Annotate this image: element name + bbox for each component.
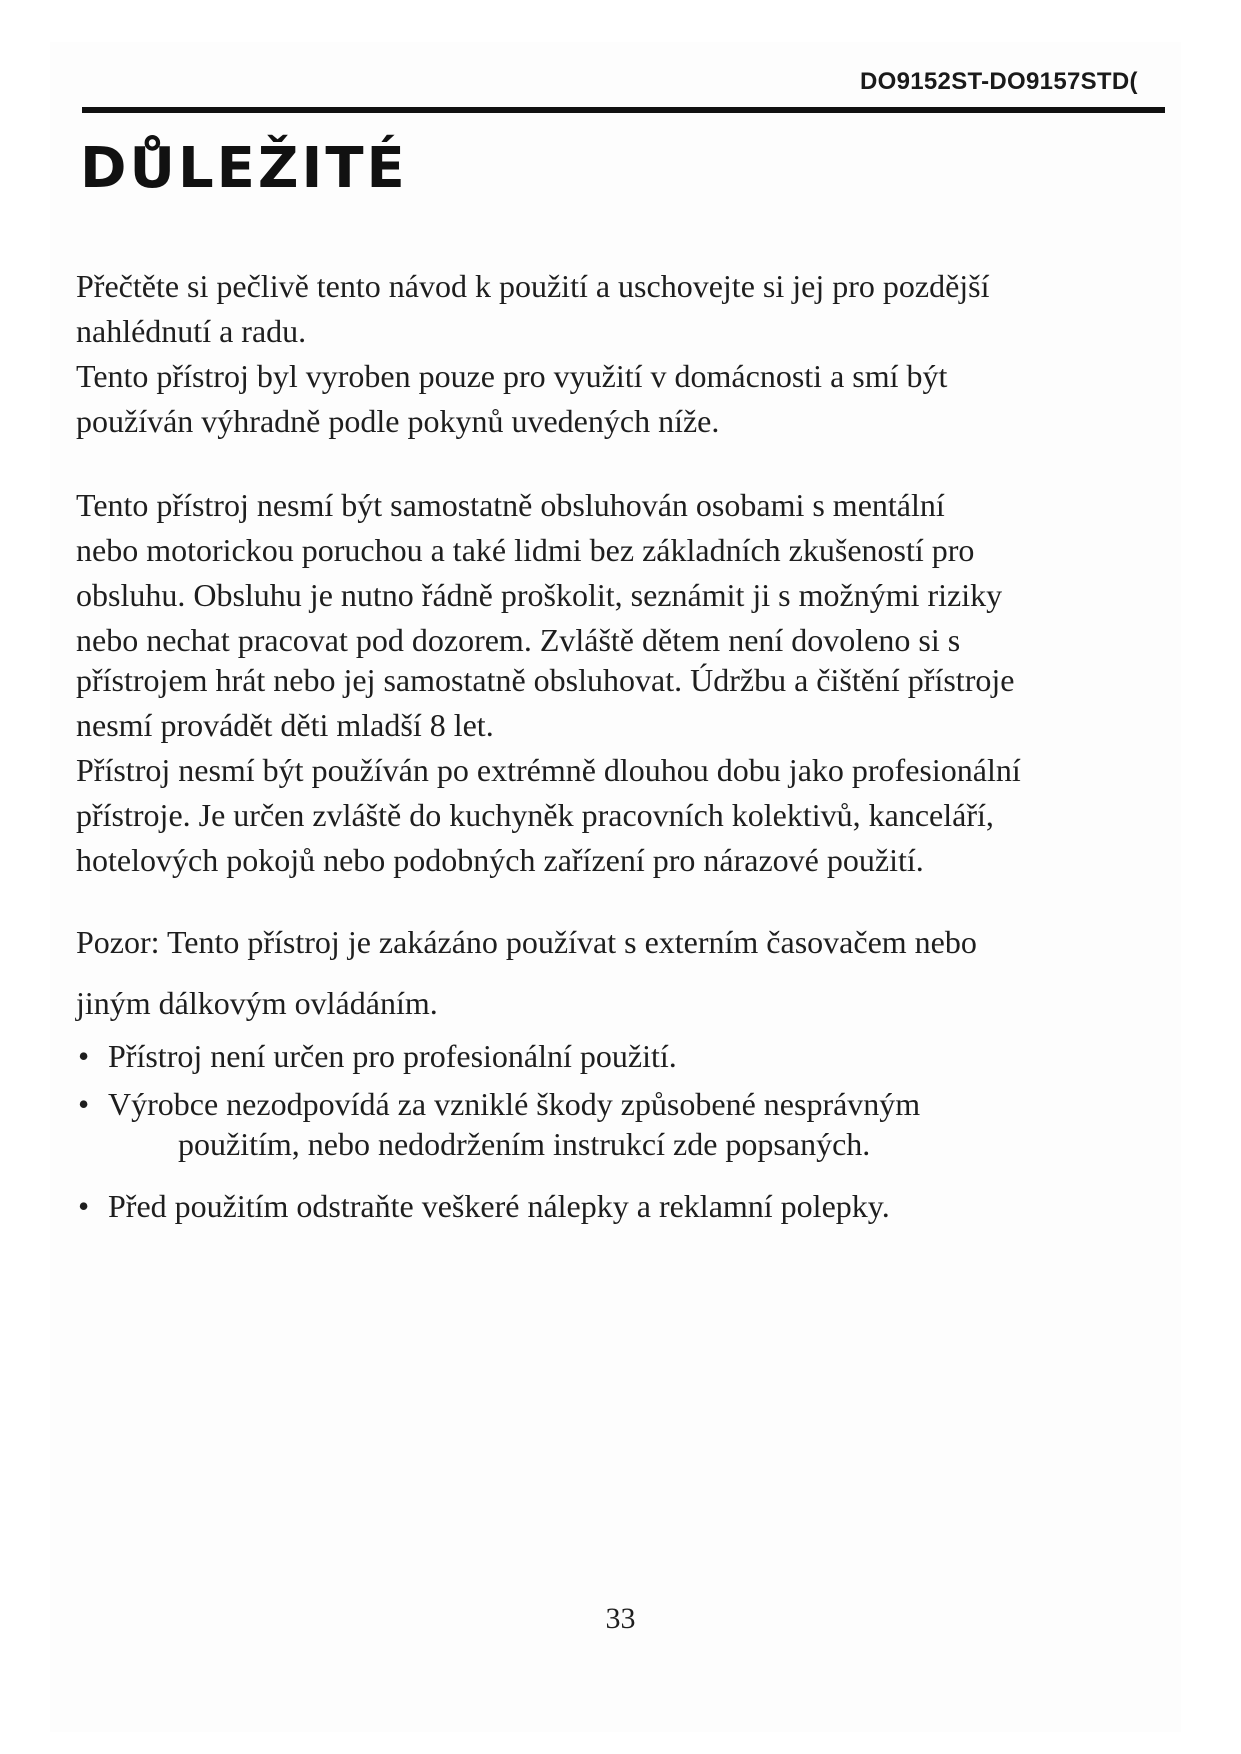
- header-rule: [82, 107, 1165, 113]
- paragraph-safety: [76, 483, 1176, 883]
- text-line: Pozor: Tento přístroj je zakázáno používat s externím časovačem nebo: [76, 924, 977, 960]
- bullet-icon: •: [78, 1038, 90, 1074]
- text-line: přístroje. Je určen zvláště do kuchyněk pracovních kolektivů, kanceláří,: [76, 797, 994, 833]
- text-line: jiným dálkovým ovládáním.: [76, 985, 438, 1021]
- list-item: [76, 1036, 1176, 1076]
- bullet-icon: •: [78, 1188, 90, 1224]
- list-item-text: Před použitím odstraňte veškeré nálepky a reklamní polepky.: [108, 1188, 890, 1224]
- text-line: přístrojem hrát nebo jej samostatně obsluhovat. Údržbu a čištění přístroje: [76, 662, 1015, 698]
- bullet-list: [76, 1036, 1176, 1226]
- text-line: Přečtěte si pečlivě tento návod k použití a uschovejte si jej pro pozdější: [76, 268, 990, 304]
- page-number: 33: [605, 1602, 636, 1635]
- list-item: [76, 1186, 1176, 1226]
- text-line: nebo nechat pracovat pod dozorem. Zvláště dětem není dovoleno si s: [76, 622, 961, 658]
- text-line: hotelových pokojů nebo podobných zařízení pro nárazové použití.: [76, 842, 924, 878]
- text-line: Přístroj nesmí být používán po extrémně dlouhou dobu jako profesionální: [76, 752, 1021, 788]
- list-item-text-continued: použitím, nebo nedodržením instrukcí zde popsaných.: [178, 1126, 871, 1162]
- bullet-icon: •: [78, 1086, 90, 1122]
- text-line: Tento přístroj byl vyroben pouze pro využití v domácnosti a smí být: [76, 358, 948, 394]
- text-line: obsluhu. Obsluhu je nutno řádně proškolit, seznámit ji s možnými riziky: [76, 577, 1003, 613]
- list-item: [76, 1084, 1176, 1164]
- text-line: nahlédnutí a radu.: [76, 313, 307, 349]
- list-item-text: Výrobce nezodpovídá za vzniklé škody způsobené nesprávným: [108, 1086, 921, 1122]
- text-line: Tento přístroj nesmí být samostatně obsluhován osobami s mentální: [76, 487, 945, 523]
- text-line: používán výhradně podle pokynů uvedených níže.: [76, 403, 720, 439]
- model-code: DO9152ST-DO9157STD(: [860, 68, 1138, 95]
- paragraph-warning: [76, 920, 1176, 1026]
- text-line: nebo motorickou poruchou a také lidmi bez základních zkušeností pro: [76, 532, 975, 568]
- text-line: nesmí provádět děti mladší 8 let.: [76, 707, 494, 743]
- page-title: DŮLEŽITÉ: [80, 136, 408, 201]
- list-item-text: Přístroj není určen pro profesionální použití.: [108, 1038, 677, 1074]
- paragraph-intro: [76, 264, 1176, 444]
